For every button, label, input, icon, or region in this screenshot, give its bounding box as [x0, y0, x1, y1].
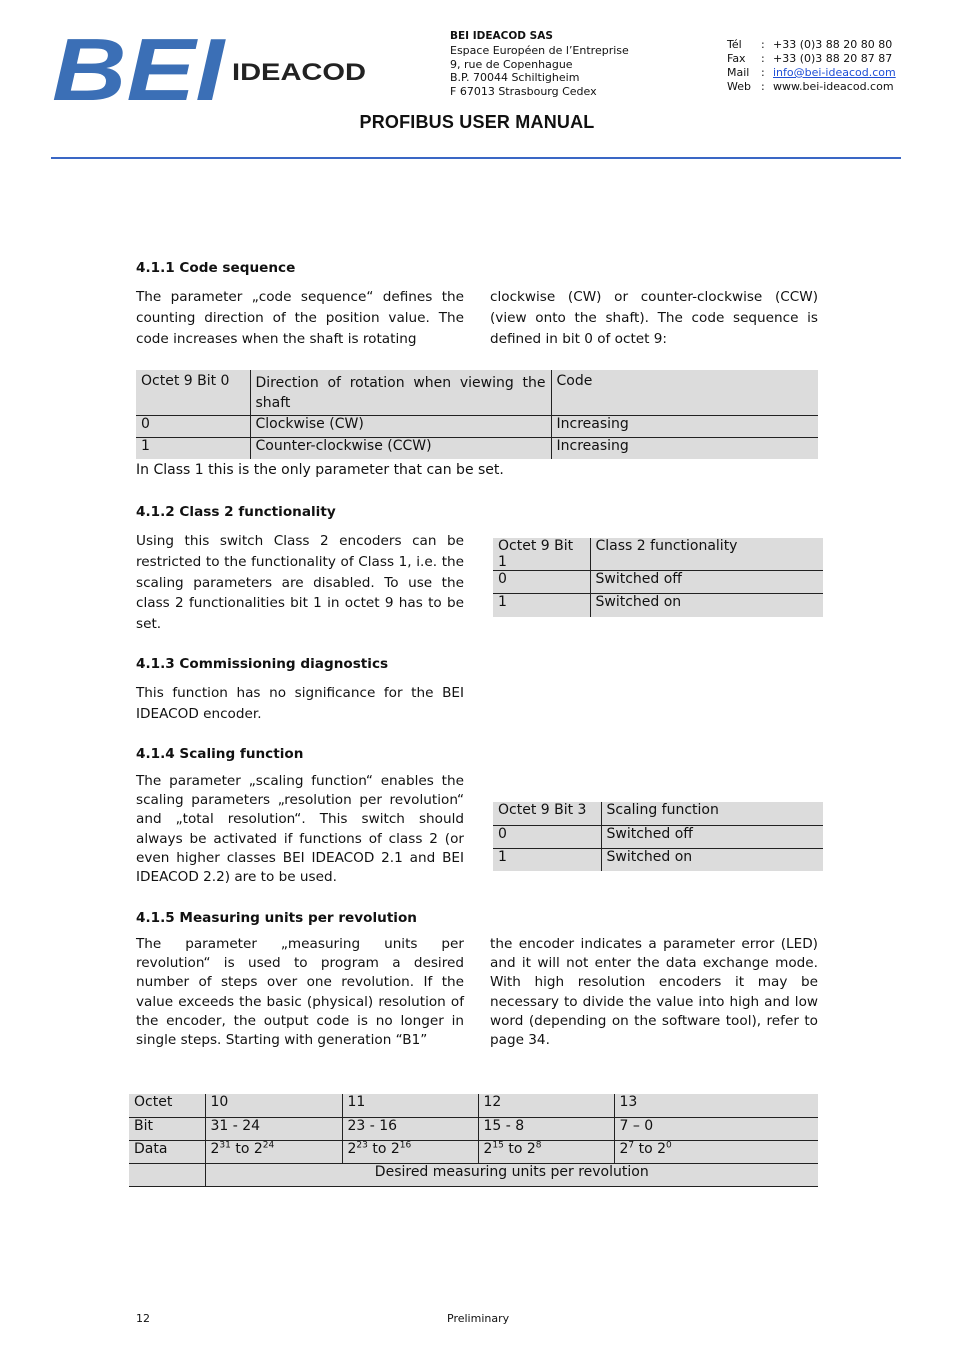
contact-separator: : — [761, 66, 765, 79]
address-line: Espace Européen de l’Entreprise — [450, 43, 629, 57]
table-row-label: Data — [129, 1140, 205, 1163]
table-cell: 15 - 8 — [478, 1117, 614, 1140]
table-header-cell: Code — [551, 370, 818, 415]
table-cell: 1 — [498, 594, 507, 610]
paragraph: Using this switch Class 2 encoders can be restricted to the functionality of Class 1, i.e. the scaling parameters are disabled. To use the class 2 functionalities bit 1 in octet 9 has to be set. — [136, 533, 464, 633]
contact-value: www.bei-ideacod.com — [773, 80, 894, 93]
paragraph: The parameter „scaling function“ enables the scaling parameters „resolution per revolution“ and „total resolution“. This switch should always be activated if functions of class 2 (or even higher classes BEI IDEACOD 2.1 and BEI IDEACOD 2.2) are to be used. — [136, 773, 464, 886]
table-row-octet — [129, 1094, 818, 1117]
paragraph: The parameter „measuring units per revolution“ is used to program a desired number of steps over one revolution. If the value exceeds the basic (physical) resolution of the encoder, the output code is no longer in single steps. Starting with generation “B1” — [136, 936, 464, 1049]
table-cell: Increasing — [551, 415, 818, 437]
table-cell: 23 - 16 — [342, 1117, 478, 1140]
table-header-row — [493, 802, 823, 825]
table-cell: 1 — [141, 437, 150, 454]
table-cell: 11 — [342, 1094, 478, 1117]
table-cell — [129, 1163, 205, 1186]
contact-value: +33 (0)3 88 20 80 80 — [773, 38, 893, 51]
contact-label: Fax — [727, 52, 746, 65]
table-header-cell: Octet 9 Bit 0 — [136, 370, 250, 415]
table-row — [493, 571, 823, 594]
table-row — [493, 825, 823, 848]
table-cell: $2^7$ to $2^0$ — [614, 1140, 818, 1163]
section-heading-4-1-4: 4.1.4 Scaling function — [136, 746, 304, 762]
table-cell: Clockwise (CW) — [250, 415, 551, 437]
table-cell: 7 – 0 — [614, 1117, 818, 1140]
table-cell: $2^{23}$ to $2^{16}$ — [342, 1140, 478, 1163]
table-header-row — [493, 538, 823, 571]
table-row — [493, 848, 823, 871]
paragraph: This function has no significance for the BEI IDEACOD encoder. — [136, 685, 464, 722]
contact-separator: : — [761, 52, 765, 65]
section-heading-4-1-3: 4.1.3 Commissioning diagnostics — [136, 656, 389, 672]
table-header-cell: Class 2 functionality — [590, 538, 823, 571]
table-cell: 12 — [478, 1094, 614, 1117]
manual-title: PROFIBUS USER MANUAL — [359, 112, 595, 132]
table-cell: $2^{15}$ to $2^8$ — [478, 1140, 614, 1163]
company-name: BEI IDEACOD SAS — [450, 30, 553, 42]
table-cell: 1 — [498, 848, 507, 865]
contact-web — [727, 80, 896, 94]
table-cell: Counter-clockwise (CCW) — [250, 437, 551, 459]
table-cell: Switched on — [590, 594, 823, 617]
contact-value: +33 (0)3 88 20 87 87 — [773, 52, 893, 65]
table-row-bit — [129, 1117, 818, 1140]
table-cell: Switched on — [601, 848, 823, 871]
table-row — [136, 437, 818, 459]
logo-bei-text: BEI — [52, 30, 226, 102]
paragraph: the encoder indicates a parameter error (LED) and it will not enter the data exchange mode. With high resolution encoders it may be necessary to divide the value into high and low word (depending on the software tool), refer to page 34. — [490, 936, 818, 1049]
table-header-row — [136, 370, 818, 415]
header-divider — [51, 157, 901, 159]
company-address — [450, 30, 629, 99]
class2-functionality-table — [493, 538, 823, 617]
contact-fax — [727, 52, 896, 66]
table-header-cell: Octet 9 Bit 1 — [493, 538, 590, 571]
table-row-label: Bit — [129, 1117, 205, 1140]
section-heading-4-1-5: 4.1.5 Measuring units per revolution — [136, 910, 417, 926]
page-number: 12 — [136, 1312, 150, 1325]
contact-label: Mail — [727, 66, 750, 79]
contact-block — [727, 38, 896, 94]
contact-separator: : — [761, 38, 765, 51]
table-cell: 0 — [493, 825, 601, 848]
table-cell: Switched off — [601, 825, 823, 848]
table-header-cell: Direction of rotation when viewing the shaft — [250, 370, 551, 415]
table-header-cell: Octet 9 Bit 3 — [493, 802, 601, 825]
table-row — [493, 594, 823, 617]
table-cell: 31 - 24 — [205, 1117, 342, 1140]
document-status: Preliminary — [447, 1312, 510, 1325]
table-cell: Switched off — [590, 571, 823, 594]
class1-note: In Class 1 this is the only parameter that can be set. — [136, 462, 504, 478]
contact-label: Tél — [727, 38, 742, 51]
table-row — [136, 415, 818, 437]
table-cell: $2^{31}$ to $2^{24}$ — [205, 1140, 342, 1163]
table-cell: Increasing — [551, 437, 818, 459]
logo-ideacod-text: IDEACOD — [232, 59, 366, 86]
section-heading-4-1-1: 4.1.1 Code sequence — [136, 260, 296, 276]
contact-phone — [727, 38, 896, 52]
scaling-function-table — [493, 802, 823, 871]
contact-separator: : — [761, 80, 765, 93]
contact-label: Web — [727, 80, 751, 93]
table-header-cell: Scaling function — [601, 802, 823, 825]
measuring-units-table — [129, 1094, 818, 1187]
table-cell: 10 — [205, 1094, 342, 1117]
address-line: 9, rue de Copenhague — [450, 57, 573, 71]
contact-mail — [727, 66, 896, 80]
company-logo — [52, 30, 368, 102]
table-caption-cell: Desired measuring units per revolution — [205, 1163, 818, 1186]
email-link[interactable]: info@bei-ideacod.com — [773, 66, 896, 79]
address-line: B.P. 70044 Schiltigheim — [450, 71, 580, 85]
paragraph: The parameter „code sequence“ defines the counting direction of the position value. The code increases when the shaft is rotating — [136, 289, 464, 347]
code-sequence-table — [136, 370, 818, 459]
section-heading-4-1-2: 4.1.2 Class 2 functionality — [136, 504, 336, 520]
table-row-data — [129, 1140, 818, 1163]
table-cell: 0 — [493, 571, 590, 594]
table-cell: 13 — [614, 1094, 818, 1117]
table-row-caption — [129, 1163, 818, 1186]
paragraph: clockwise (CW) or counter-clockwise (CCW) (view onto the shaft). The code sequence is defined in bit 0 of octet 9: — [490, 289, 818, 347]
table-row-label: Octet — [129, 1094, 205, 1117]
table-cell: 0 — [136, 415, 250, 437]
address-line: F 67013 Strasbourg Cedex — [450, 85, 597, 99]
